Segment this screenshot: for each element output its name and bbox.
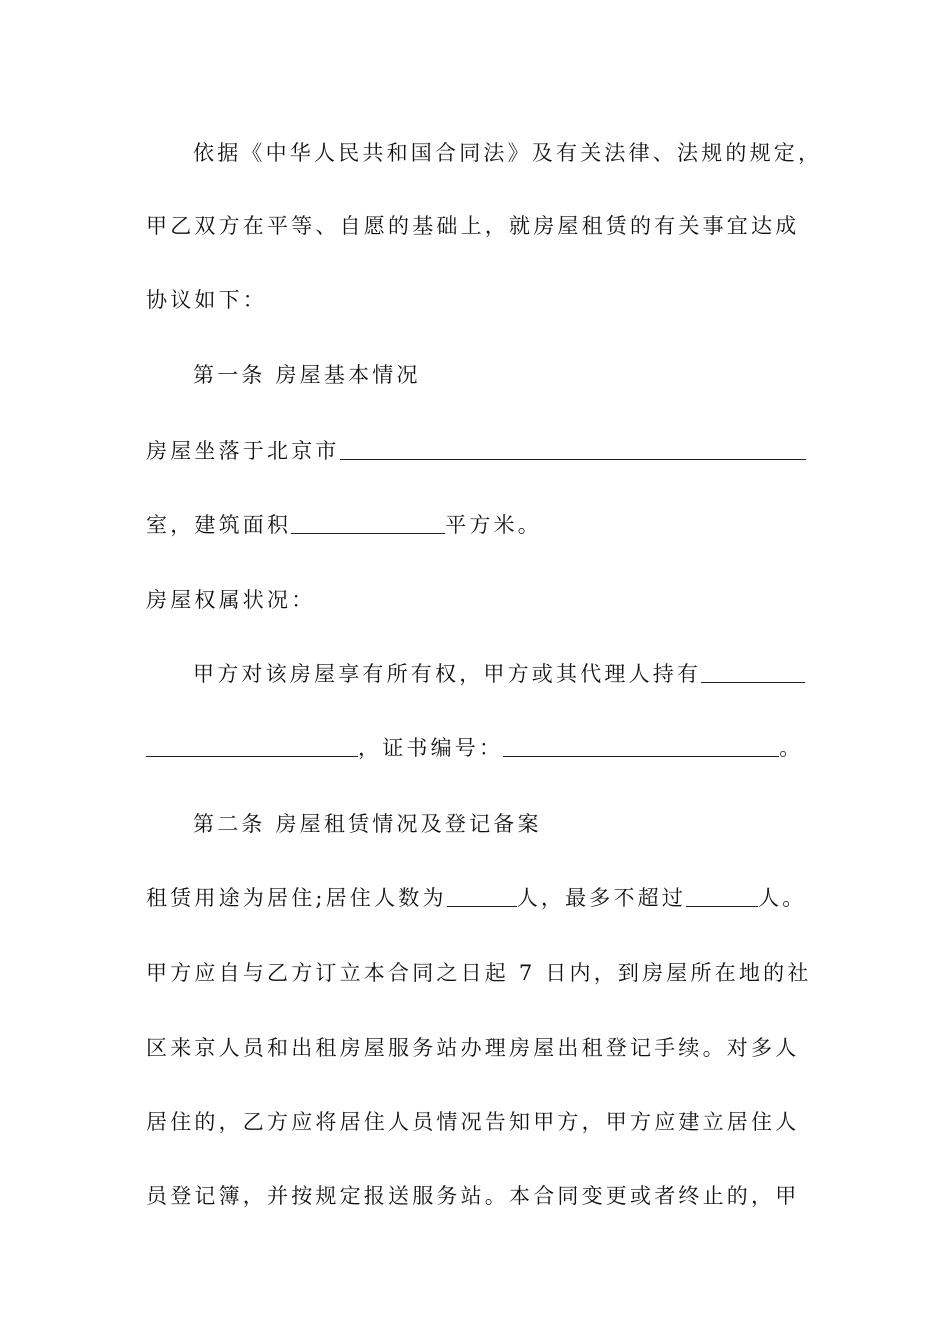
blank-field-certificate-type [701, 662, 805, 683]
ownership-label [146, 585, 826, 615]
text-span: 依据《中华人民共和国合同法》及有关法律、法规的规定， [193, 141, 823, 165]
blank-field-location [340, 439, 806, 460]
usage-line [146, 883, 826, 913]
text-span: 第二条 房屋租赁情况及登记备案 [193, 812, 542, 836]
blank-field-residents [447, 886, 517, 907]
text-span: 甲方对该房屋享有所有权，甲方或其代理人持有 [193, 662, 702, 686]
paragraph-line [193, 138, 873, 168]
text-span: 人，最多不超过 [516, 886, 687, 910]
location-line [146, 436, 826, 466]
article-2-title [193, 809, 873, 839]
article-1-title [193, 360, 873, 390]
text-span: 区来京人员和出租房屋服务站办理房屋出租登记手续。对多人 [146, 1036, 800, 1060]
text-span: 平方米。 [445, 513, 543, 537]
paragraph-line [146, 1033, 826, 1063]
text-span: 人。 [758, 886, 807, 910]
text-span: 第一条 房屋基本情况 [193, 363, 421, 387]
paragraph-line [146, 211, 826, 241]
text-span: 房屋坐落于北京市 [146, 439, 340, 463]
text-span: ，证书编号： [358, 736, 504, 760]
paragraph-line [146, 285, 826, 315]
text-span: 甲方应自与乙方订立本合同之日起 7 日内，到房屋所在地的社 [146, 961, 812, 985]
text-span: 租赁用途为居住;居住人数为 [146, 886, 447, 910]
text-span: 居住的，乙方应将居住人员情况告知甲方，甲方应建立居住人 [146, 1110, 800, 1134]
text-span: 员登记簿，并按规定报送服务站。本合同变更或者终止的，甲 [146, 1184, 800, 1208]
blank-field-certificate-type-cont [146, 736, 358, 757]
text-span: 协议如下： [146, 288, 267, 312]
blank-field-max-residents [686, 886, 758, 907]
text-span: 。 [779, 736, 804, 760]
paragraph-line [146, 958, 826, 988]
text-span: 室，建筑面积 [146, 513, 292, 537]
paragraph-line [146, 1181, 826, 1211]
paragraph-line [146, 1107, 826, 1137]
area-line [146, 510, 826, 540]
blank-field-certificate-number [503, 736, 779, 757]
text-span: 房屋权属状况： [146, 588, 316, 612]
certificate-line [146, 733, 826, 763]
text-span: 甲乙双方在平等、自愿的基础上，就房屋租赁的有关事宜达成 [146, 214, 800, 238]
blank-field-area [291, 513, 445, 534]
ownership-line [193, 659, 873, 689]
